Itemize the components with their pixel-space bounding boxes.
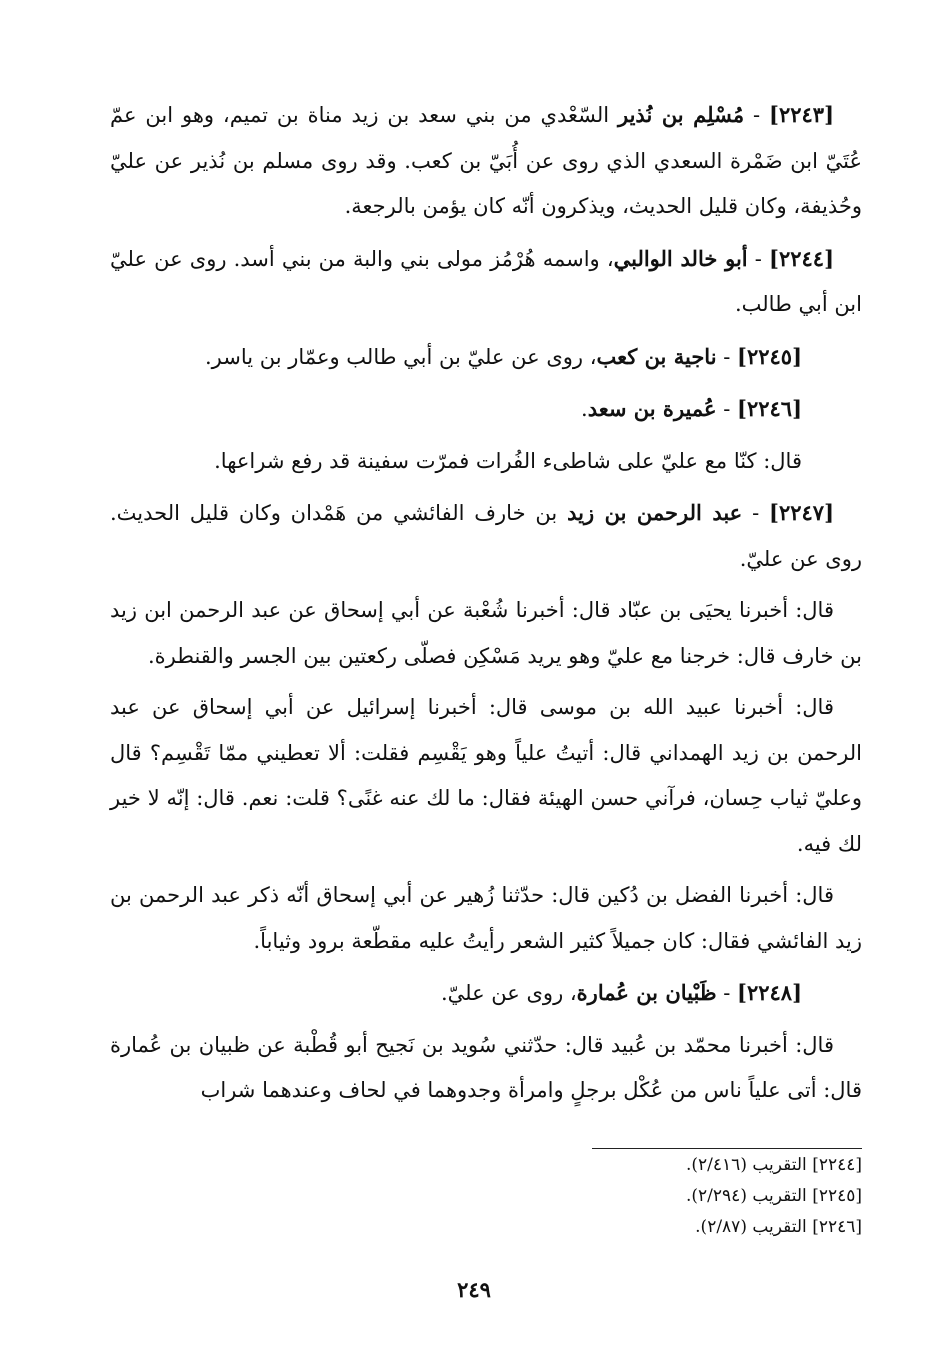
entry-text: ، روى عن عليّ. bbox=[440, 981, 577, 1005]
footnote-divider bbox=[592, 1148, 862, 1149]
entry-2243: [٢٢٤٣] - مُسْلِم بن نُذير السّعْدي من بني سعد بن زيد مناة بن تميم، وهو ابن عمّ عُتَيّ ابن ضَمْرة السعدي الذي روى عن أُبَيّ بن كعب. وقد روى مسلم بن نُذير عن عليّ وحُذيفة، وكان قليل الحديث، ويذكرون أنّه كان يؤمن بالرجعة. bbox=[110, 102, 862, 218]
entry-name: أبو خالد الوالبي bbox=[613, 245, 748, 271]
entry-name: عُميرة بن سعد bbox=[587, 396, 717, 421]
footnotes bbox=[110, 1150, 862, 1243]
entry-number: [٢٢٤٣] bbox=[769, 102, 834, 127]
entry-text: ، واسمه هُرْمُز مولى بني والبة من بني أسد. روى عن عليّ ابن أبي طالب. bbox=[110, 246, 862, 316]
entry-2244: [٢٢٤٤] - أبو خالد الوالبي، واسمه هُرْمُز مولى بني والبة من بني أسد. روى عن عليّ ابن أبي طالب. bbox=[110, 245, 862, 316]
paragraph: قال: أخبرنا الفضل بن دُكين قال: حدّثنا زُهير عن أبي إسحاق أنّه ذكر عبد الرحمن بن زيد الفائشي فقال: كان جميلاً كثير الشعر رأيتُ عليه مقطّعة برود وثياباً. bbox=[110, 883, 862, 953]
entry-name: مُسْلِم بن نُذير bbox=[617, 102, 745, 127]
paragraph: قال: أخبرنا عبيد الله بن موسى قال: أخبرنا إسرائيل عن أبي إسحاق عن عبد الرحمن بن زيد الهمداني قال: أتيتُ علياً وهو يَقْسِم فقلت: ألا تعطيني ممّا تَقْسِم؟ قال وعليّ ثياب حِسان، فرآني حسن الهيئة فقال: ما لك عنه غنًى؟ قلت: نعم. قال: إنّه لا خير لك فيه. bbox=[110, 695, 862, 856]
entry-name: عبد الرحمن بن زيد bbox=[567, 500, 743, 525]
entry-text: السّعْدي من بني سعد بن زيد مناة بن تميم، وهو ابن عمّ عُتَيّ ابن ضَمْرة السعدي الذي روى عن أُبَيّ بن كعب. وقد روى مسلم بن نُذير عن عليّ وحُذيفة، وكان قليل الحديث، ويذكرون أنّه كان يؤمن بالرجعة. bbox=[110, 103, 862, 218]
paragraph: قال: أخبرنا محمّد بن عُبيد قال: حدّثني سُويد بن نَجيح أبو قُطْبة عن ظبيان بن عُمارة قال: أتى علياً ناس من عُكْل برجلٍ وامرأة وجدوهما في لحاف وعندهما شراب bbox=[110, 1032, 862, 1102]
entry-text: . bbox=[581, 397, 588, 421]
entry-2246: [٢٢٤٦] - عُميرة بن سعد. bbox=[581, 396, 802, 421]
paragraph: قال: أخبرنا يحيَى بن عبّاد قال: أخبرنا شُعْبة عن أبي إسحاق عن عبد الرحمن ابن زيد بن خارف قال: خرجنا مع عليّ وهو يريد مَسْكِن فصلّى ركعتين بين الجسر والقنطرة. bbox=[110, 598, 862, 668]
footnote: [٢٢٤٥] التقريب (٢/٢٩٤). bbox=[686, 1186, 862, 1206]
page-body bbox=[110, 92, 862, 1120]
entry-number: [٢٢٤٤] bbox=[769, 245, 834, 271]
entry-text: بن خارف الفائشي من هَمْدان وكان قليل الحديث. روى عن عليّ. bbox=[110, 501, 862, 571]
entry-name: ظَبْيان بن عُمارة bbox=[576, 980, 717, 1005]
entry-number: [٢٢٤٧] bbox=[769, 500, 835, 525]
footnote: [٢٢٤٦] التقريب (٢/٨٧). bbox=[695, 1217, 862, 1237]
entry-2245: [٢٢٤٥] - ناجية بن كعب، روى عن عليّ بن أبي طالب وعمّار بن ياسر. bbox=[205, 343, 802, 369]
entry-number: [٢٢٤٦] bbox=[737, 396, 802, 421]
entry-2248: [٢٢٤٨] - ظَبْيان بن عُمارة، روى عن عليّ. bbox=[440, 980, 802, 1005]
paragraph-omayra: قال: كنّا مع عليّ على شاطىء الفُرات فمرّت سفينة قد رفع شراعها. bbox=[214, 448, 802, 473]
page-number: ٢٤٩ bbox=[457, 1277, 491, 1302]
entry-text: ، روى عن عليّ بن أبي طالب وعمّار بن ياسر. bbox=[205, 344, 597, 369]
footnote: [٢٢٤٤] التقريب (٢/٤١٦). bbox=[686, 1155, 862, 1175]
entry-number: [٢٢٤٥] bbox=[737, 343, 802, 369]
entry-number: [٢٢٤٨] bbox=[737, 980, 802, 1005]
entry-name: ناجية بن كعب bbox=[596, 343, 717, 369]
entry-2247: [٢٢٤٧] - عبد الرحمن بن زيد بن خارف الفائشي من هَمْدان وكان قليل الحديث. روى عن عليّ. bbox=[110, 500, 862, 571]
